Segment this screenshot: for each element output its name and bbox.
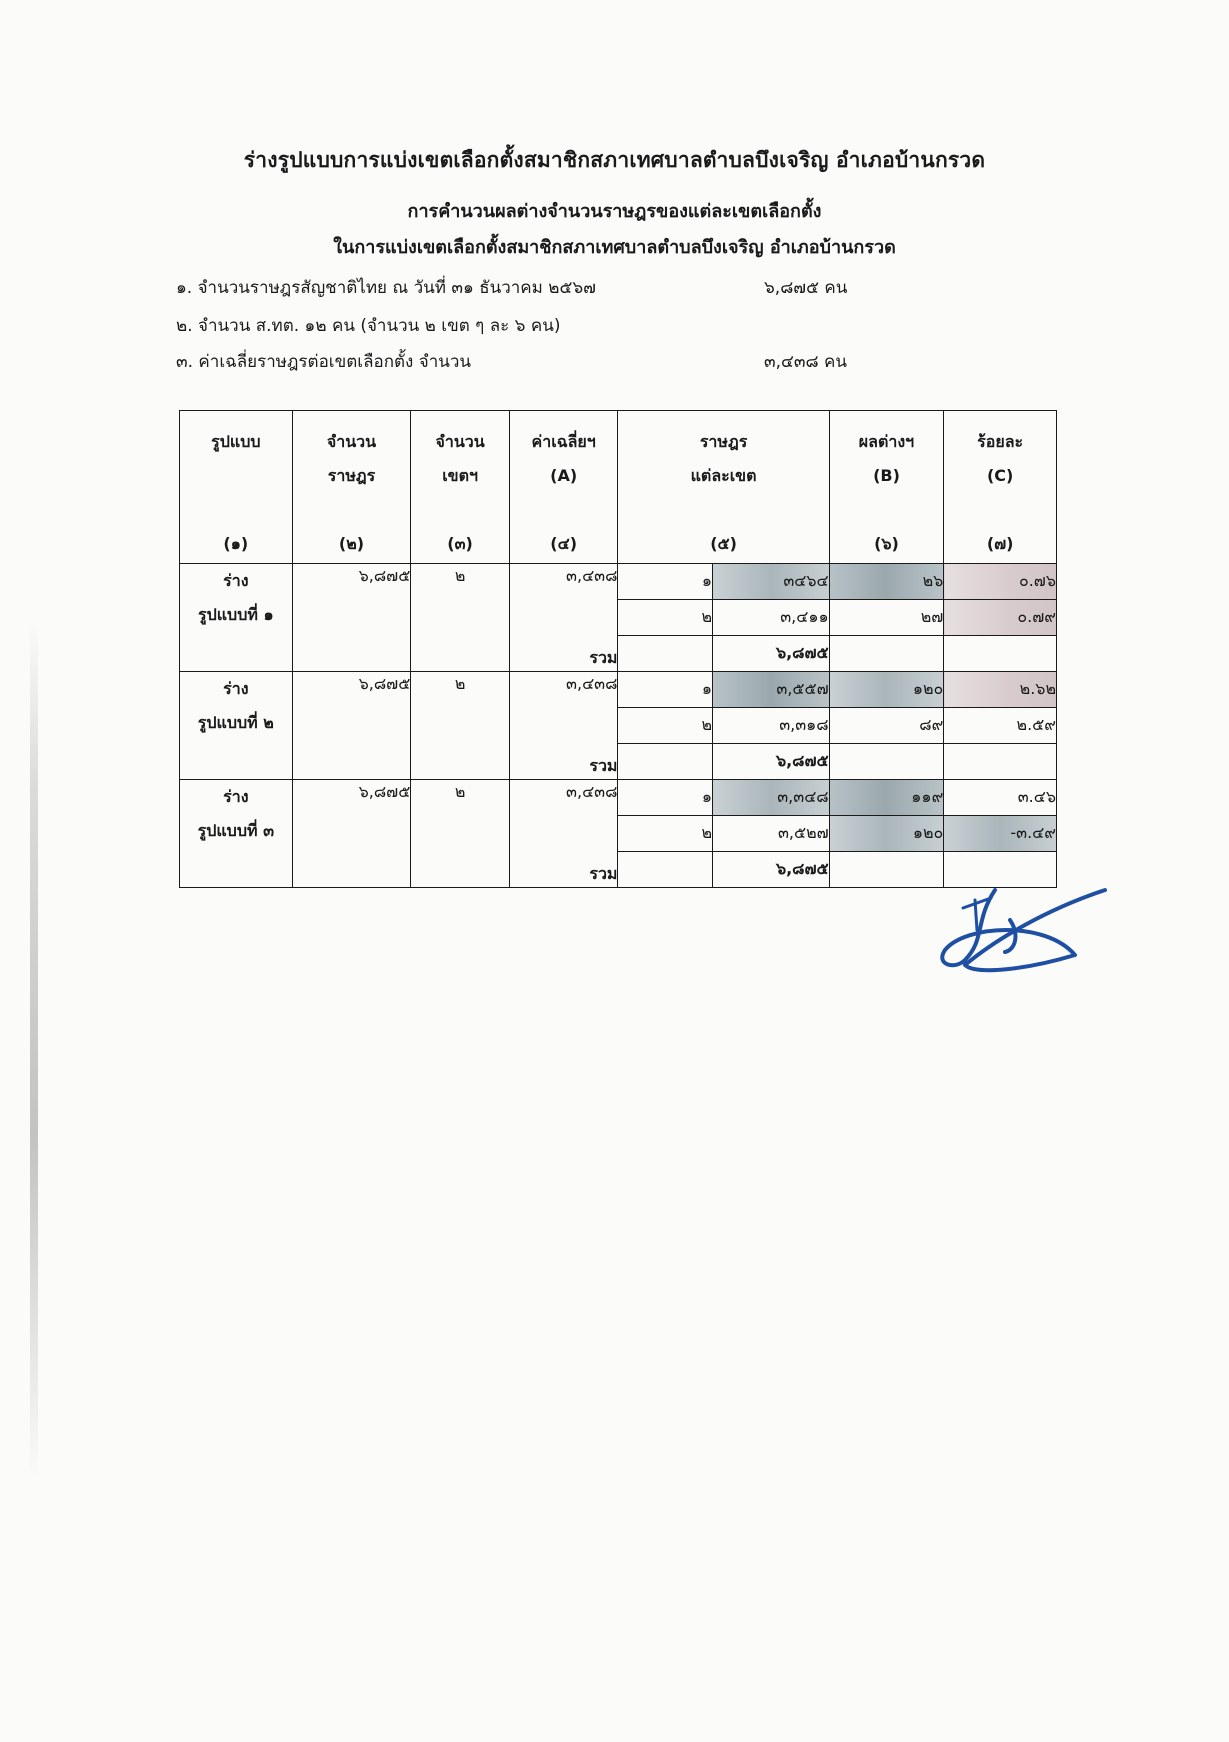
table-row bbox=[180, 780, 1057, 816]
form-label-1: ร่าง รูปแบบที่ ๑ bbox=[180, 564, 293, 672]
info-line-population: ๑. จำนวนราษฎรสัญชาติไทย ณ วันที่ ๓๑ ธันวาคม ๒๕๖๗ bbox=[176, 278, 596, 298]
district-population: ๓,๓๑๘ bbox=[713, 708, 830, 744]
district-no: ๑ bbox=[618, 672, 713, 708]
form-3-average: ๓,๔๓๘ bbox=[509, 780, 618, 852]
table-header-row bbox=[180, 411, 1057, 564]
header-population: จำนวน ราษฎร (๒) bbox=[292, 411, 411, 564]
subtitle-municipality: ในการแบ่งเขตเลือกตั้งสมาชิกสภาเทศบาลตำบลบึงเจริญ อำเภอบ้านกรวด bbox=[333, 237, 896, 258]
district-difference: ๑๑๙ bbox=[829, 780, 944, 816]
empty-cell bbox=[944, 636, 1057, 672]
subtitle-calculation: การคำนวนผลต่างจำนวนราษฎรของแต่ละเขตเลือกตั้ง bbox=[407, 201, 822, 222]
district-no: ๑ bbox=[618, 564, 713, 600]
empty-cell bbox=[829, 852, 944, 888]
info-line-average: ๓. ค่าเฉลี่ยราษฎรต่อเขตเลือกตั้ง จำนวน bbox=[176, 352, 472, 372]
district-no: ๒ bbox=[618, 816, 713, 852]
district-difference: ๑๒๐ bbox=[829, 672, 944, 708]
district-no: ๑ bbox=[618, 780, 713, 816]
info-value-population: ๖,๘๗๕ คน bbox=[764, 278, 848, 298]
district-difference: ๒๗ bbox=[829, 600, 944, 636]
district-percent: ๒.๖๒ bbox=[944, 672, 1057, 708]
scan-edge-artifact bbox=[30, 620, 38, 1480]
empty-cell bbox=[618, 852, 713, 888]
district-population: ๓,๕๒๗ bbox=[713, 816, 830, 852]
signature-icon bbox=[935, 880, 1110, 980]
sum-value: ๖,๘๗๕ bbox=[713, 852, 830, 888]
form-3-population: ๖,๘๗๕ bbox=[292, 780, 411, 888]
header-population-per-district: ราษฎร แต่ละเขต (๕) bbox=[618, 411, 829, 564]
sum-value: ๖,๘๗๕ bbox=[713, 636, 830, 672]
district-no: ๒ bbox=[618, 708, 713, 744]
district-no: ๒ bbox=[618, 600, 713, 636]
form-2-population: ๖,๘๗๕ bbox=[292, 672, 411, 780]
sum-label: รวม bbox=[509, 636, 618, 672]
district-population: ๓,๓๔๘ bbox=[713, 780, 830, 816]
form-2-average: ๓,๔๓๘ bbox=[509, 672, 618, 744]
header-districts: จำนวน เขตฯ (๓) bbox=[411, 411, 510, 564]
district-population: ๓,๔๑๑ bbox=[713, 600, 830, 636]
district-percent: ๐.๗๙ bbox=[944, 600, 1057, 636]
header-average: ค่าเฉลี่ยฯ (A) (๔) bbox=[509, 411, 618, 564]
table-row bbox=[180, 564, 1057, 600]
district-percent: ๐.๗๖ bbox=[944, 564, 1057, 600]
sum-label: รวม bbox=[509, 852, 618, 888]
district-percent: -๓.๔๙ bbox=[944, 816, 1057, 852]
district-difference: ๑๒๐ bbox=[829, 816, 944, 852]
empty-cell bbox=[829, 636, 944, 672]
form-1-population: ๖,๘๗๕ bbox=[292, 564, 411, 672]
district-population: ๓,๕๕๗ bbox=[713, 672, 830, 708]
district-percent: ๓.๔๖ bbox=[944, 780, 1057, 816]
empty-cell bbox=[944, 744, 1057, 780]
district-population: ๓๔๖๔ bbox=[713, 564, 830, 600]
empty-cell bbox=[618, 636, 713, 672]
districting-table bbox=[179, 410, 1057, 888]
page-title: ร่างรูปแบบการแบ่งเขตเลือกตั้งสมาชิกสภาเทศบาลตำบลบึงเจริญ อำเภอบ้านกรวด bbox=[243, 148, 986, 172]
header-percent: ร้อยละ (C) (๗) bbox=[944, 411, 1057, 564]
table-row bbox=[180, 672, 1057, 708]
sum-value: ๖,๘๗๕ bbox=[713, 744, 830, 780]
district-difference: ๒๖ bbox=[829, 564, 944, 600]
form-label-2: ร่าง รูปแบบที่ ๒ bbox=[180, 672, 293, 780]
form-3-districts: ๒ bbox=[411, 780, 510, 888]
form-label-3: ร่าง รูปแบบที่ ๓ bbox=[180, 780, 293, 888]
info-line-members: ๒. จำนวน ส.ทต. ๑๒ คน (จำนวน ๒ เขต ๆ ละ ๖ คน) bbox=[176, 316, 561, 336]
district-difference: ๘๙ bbox=[829, 708, 944, 744]
empty-cell bbox=[829, 744, 944, 780]
info-value-average: ๓,๔๓๘ คน bbox=[764, 352, 848, 372]
empty-cell bbox=[618, 744, 713, 780]
form-1-districts: ๒ bbox=[411, 564, 510, 672]
header-difference: ผลต่างฯ (B) (๖) bbox=[829, 411, 944, 564]
form-1-average: ๓,๔๓๘ bbox=[509, 564, 618, 636]
sum-label: รวม bbox=[509, 744, 618, 780]
district-percent: ๒.๕๙ bbox=[944, 708, 1057, 744]
header-form: รูปแบบ (๑) bbox=[180, 411, 293, 564]
form-2-districts: ๒ bbox=[411, 672, 510, 780]
